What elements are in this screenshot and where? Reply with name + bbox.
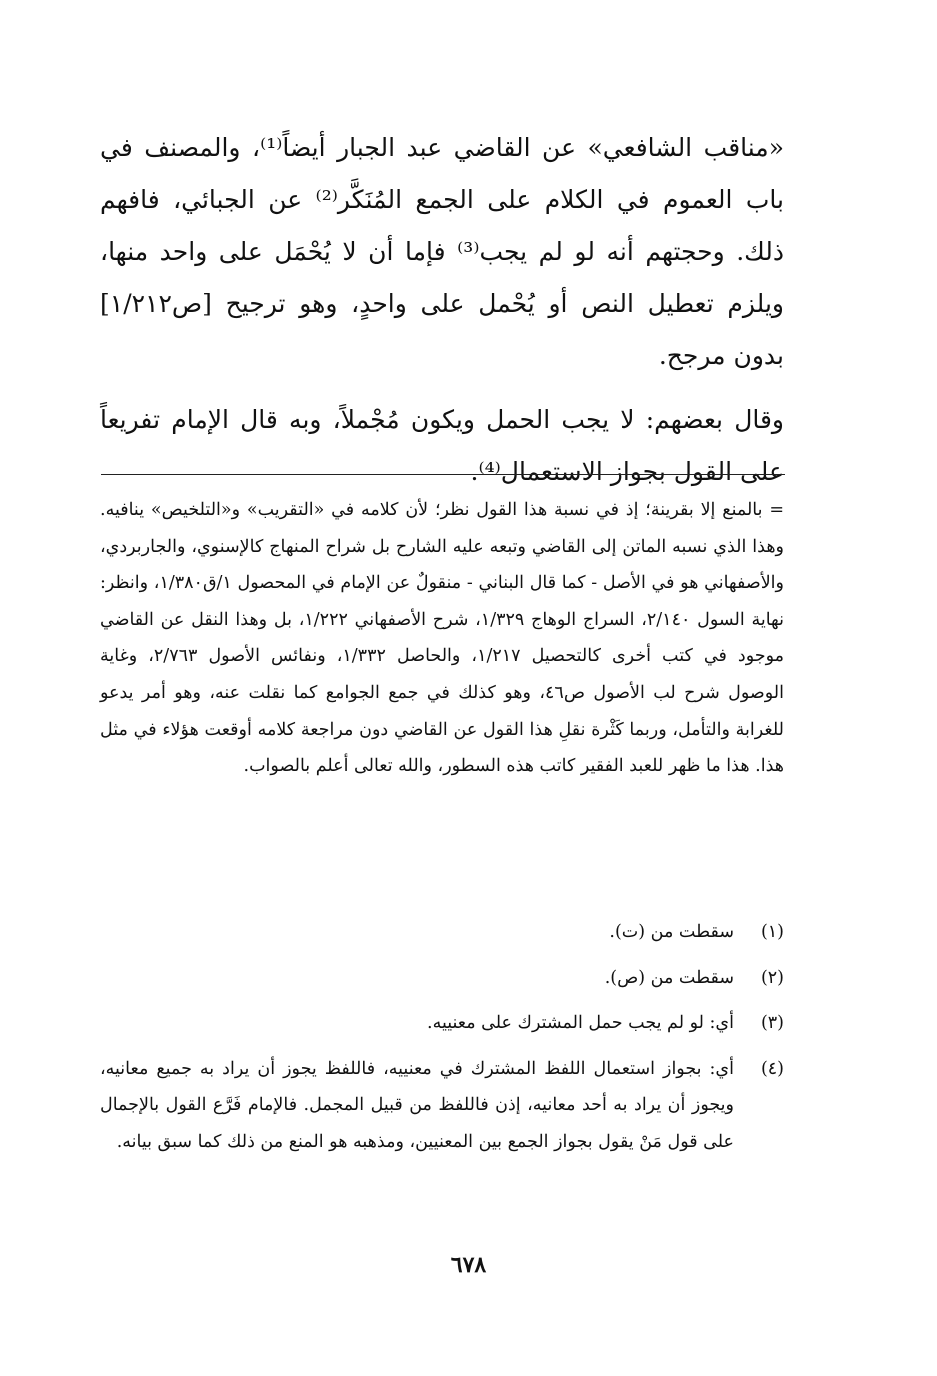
main-text [100,122,784,498]
main-paragraph-1: «مناقب الشافعي» عن القاضي عبد الجبار أيضاً⁽¹⁾، والمصنف في باب العموم في الكلام على الجمع المُنَكَّر⁽²⁾ عن الجبائي، فافهم ذلك. وحجتهم أنه لو لم يجب⁽³⁾ فإما أن لا يُحْمَل على واحد منها، ويلزم تعطيل النص أو يُحْمل على واحدٍ، وهو ترجيح [ص١/٢١٢] بدون مرجح. [100,133,785,370]
footnote-text: سقطت من (ص). [604,967,734,988]
main-paragraph-2: وقال بعضهم: لا يجب الحمل ويكون مُجْملاً، وبه قال الإمام تفريعاً على القول بجواز الاستعمال⁽⁴⁾. [100,405,784,486]
footnote-number: (١) [760,922,784,942]
footnote-text: سقطت من (ت). [609,922,734,942]
footnote-continuation [100,492,784,785]
footnote-item [100,1005,784,1042]
footnote-number: (٣) [760,1013,784,1034]
footnote-item [100,914,784,951]
footnote-item [100,960,784,997]
page-number: ٦٧٨ [450,1252,487,1278]
footnote-item [100,1051,784,1161]
footnote-number: (٤) [760,1058,784,1079]
footnote-text: أي: بجواز استعمال اللفظ المشترك في معنييه، فاللفظ يجوز أن يراد به جميع معانيه، ويجوز أن يراد به أحد معانيه، إذن فاللفظ من قبيل المجمل. فالإمام فَرَّع القول بالإجمال على قول مَنْ يقول بجواز الجمع بين المعنيين، ومذهبه هو المنع من ذلك كما سبق بيانه. [100,1058,734,1152]
footnote-continuation-text: = بالمنع إلا بقرينة؛ إذ في نسبة هذا القول نظر؛ لأن كلامه في «التقريب» و«التلخيص» ينافيه. وهذا الذي نسبه الماتن إلى القاضي وتبعه عليه الشارح بل شراح المنهاج كالإسنوي، والجاربردي، والأصفهاني هو في الأصل - كما قال البناني - منقولٌ عن الإمام في المحصول ١/ق١/٣٨٠، وانظر: نهاية السول ٢/١٤٠، السراج الوهاج ١/٣٢٩، شرح الأصفهاني ١/٢٢٢، بل وهذا النقل عن القاضي موجود في كتب أخرى كالتحصيل ١/٢١٧، والحاصل ١/٣٣٢، ونفائس الأصول ٢/٧٦٣، وغاية الوصول شرح لب الأصول ص٤٦، وهو كذلك في جمع الجوامع كما نقلت عنه، وهو أمر يدعو للغرابة والتأمل، وربما كَثْرة نقلِ هذا القول عن القاضي دون مراجعة كلامه أوقعت هؤلاء في مثل هذا. هذا ما ظهر للعبد الفقير كاتب هذه السطور، والله تعالى أعلم بالصواب. [100,500,784,777]
footnote-text: أي: لو لم يجب حمل المشترك على معنييه. [427,1013,734,1034]
footnote-number: (٢) [760,967,784,988]
footnote-divider [101,474,785,475]
footnotes-list [100,914,784,1170]
